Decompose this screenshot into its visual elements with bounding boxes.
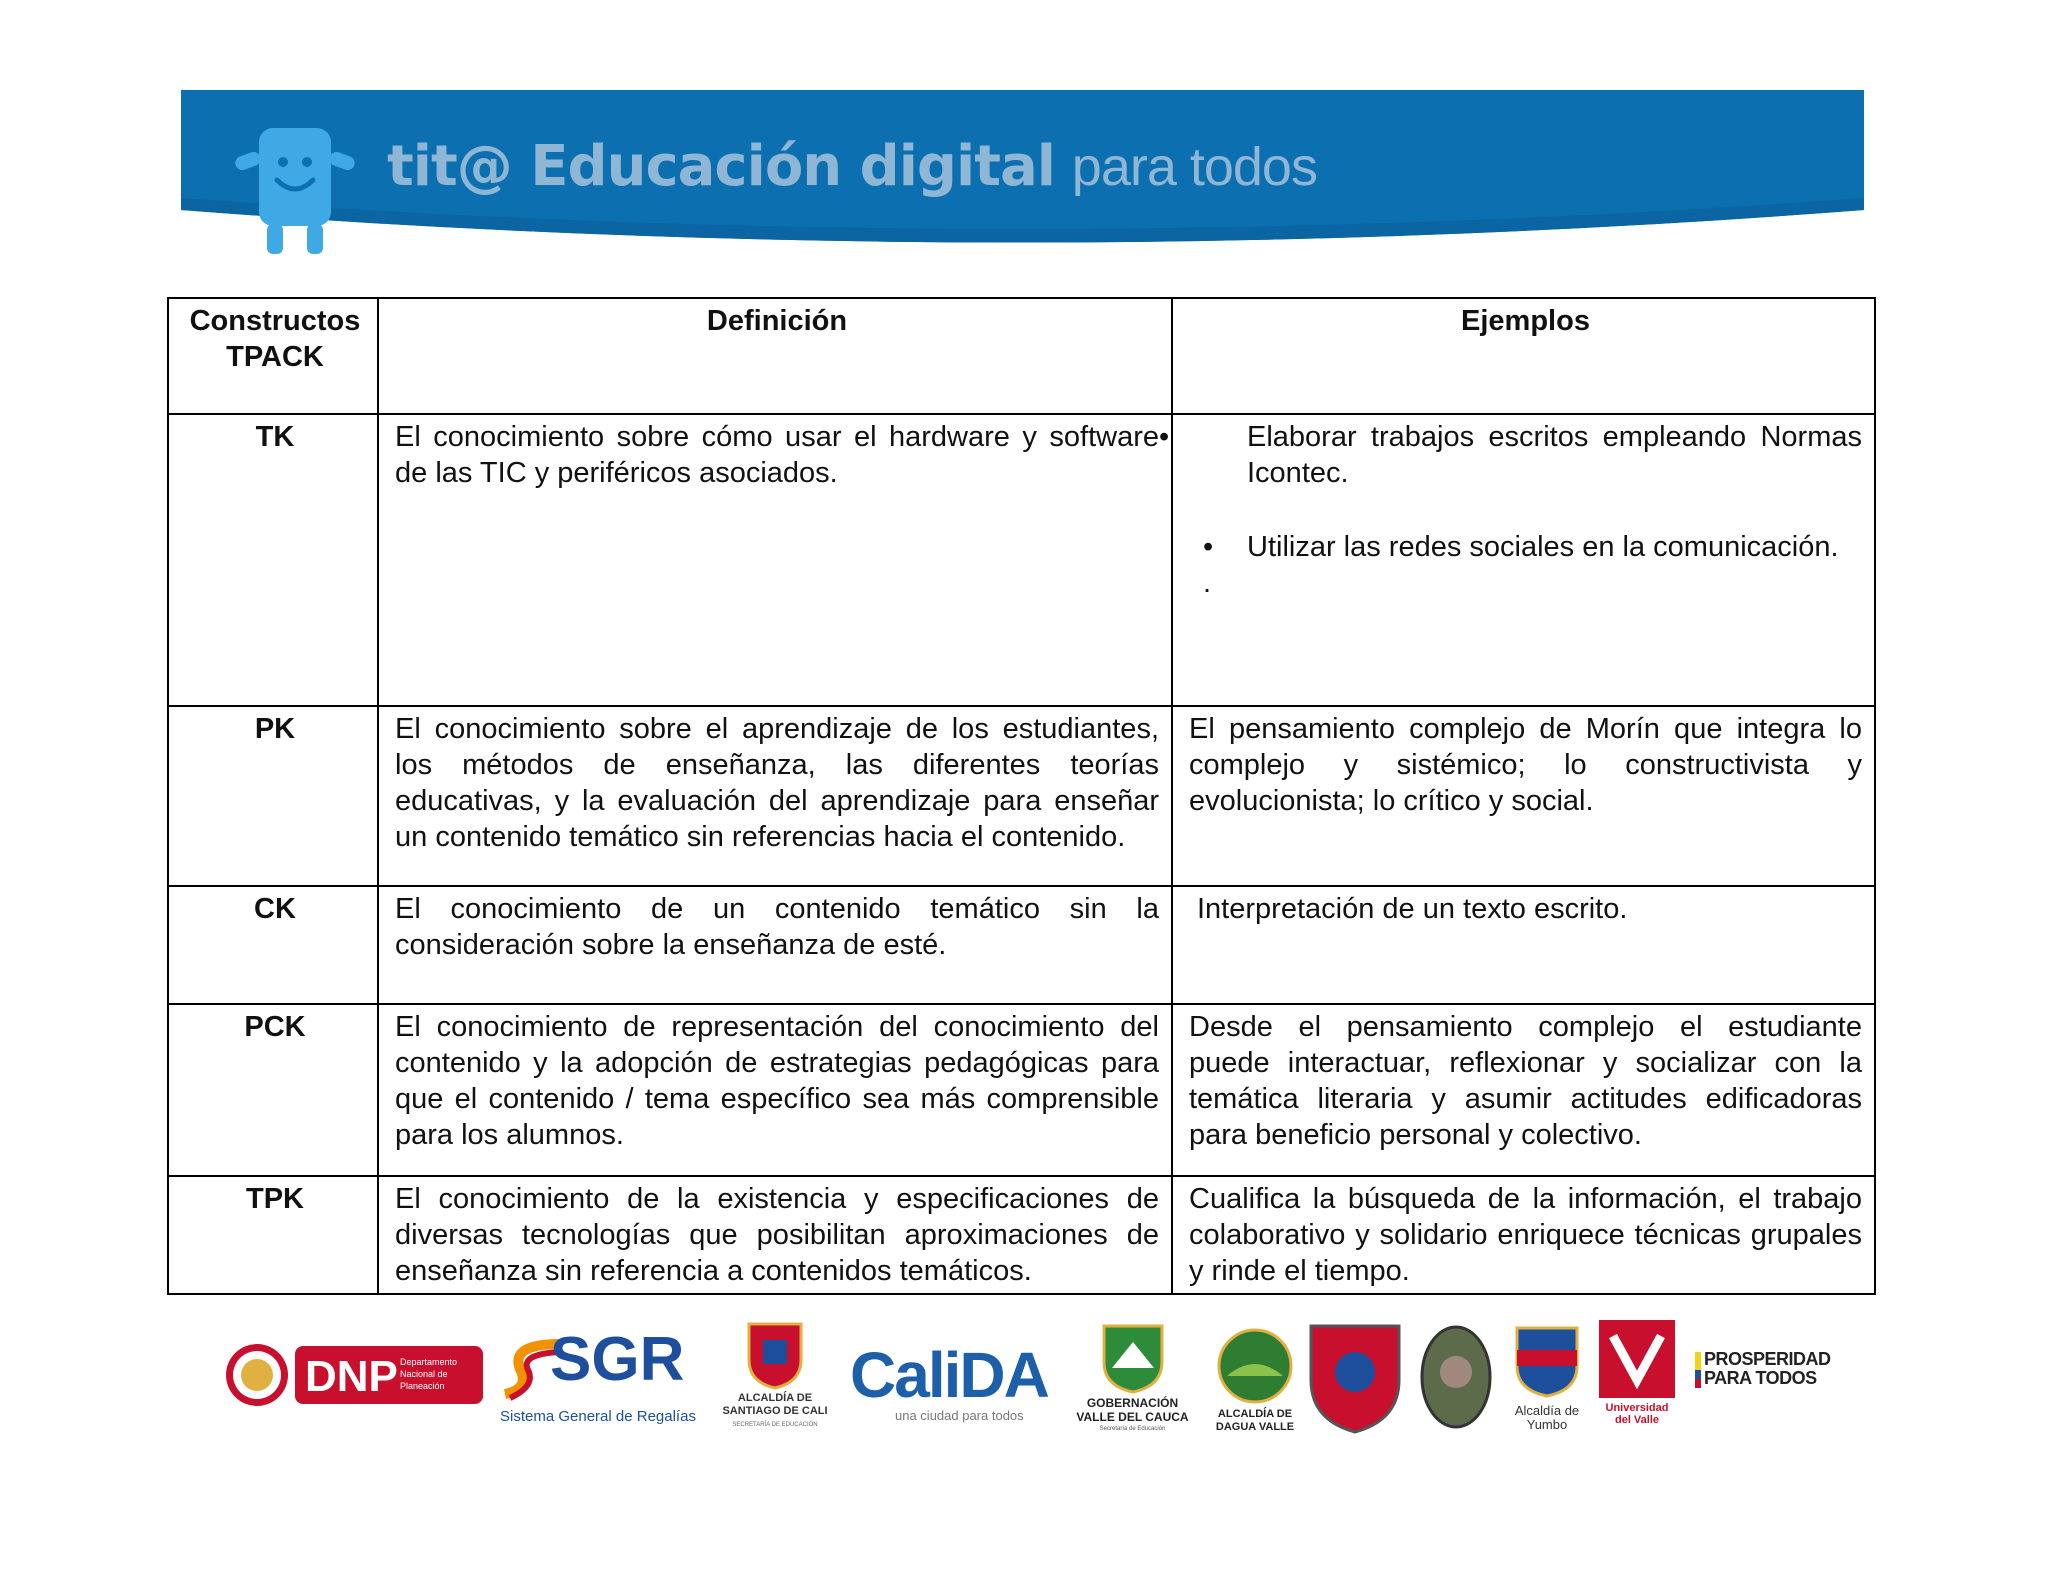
definition-cell: El conocimiento sobre el aprendizaje de los estudiantes, los métodos de enseñanza, las diferentes teorías educativas, y la evaluación del aprendizaje para enseñar un contenido temático sin referencias hacia el contenido. [378, 706, 1172, 886]
examples-cell: Cualifica la búsqueda de la información, el trabajo colaborativo y solidario enriquece técnicas grupales y rinde el tiempo. [1172, 1176, 1875, 1294]
table-row [168, 1004, 1875, 1176]
prosperidad-text: PROSPERIDAD PARA TODOS [1704, 1349, 1831, 1388]
header-examples: Ejemplos [1172, 298, 1875, 414]
example-item: • Utilizar las redes sociales en la comunicación. [1247, 529, 1862, 565]
examples-cell: El pensamiento complejo de Morín que integra lo complejo y sistémico; lo constructivista y evolucionista; lo crítico y social. [1172, 706, 1875, 886]
table-row [168, 886, 1875, 1004]
banner-brand [387, 134, 1317, 199]
construct-cell: TK [168, 414, 378, 706]
cali-shield-icon [745, 1320, 805, 1390]
yumbo-text: Alcaldía de Yumbo [1514, 1403, 1580, 1432]
valle-text: GOBERNACIÓN VALLE DEL CAUCA [1076, 1396, 1189, 1424]
mascot-icon [231, 120, 361, 280]
definition-cell: El conocimiento de la existencia y especificaciones de diversas tecnologías que posibilitan aproximaciones de enseñanza sin referencia a contenidos temáticos. [378, 1176, 1172, 1294]
example-item: • Elaborar trabajos escritos empleando Normas Icontec. [1203, 419, 1862, 491]
table-header-row [168, 298, 1875, 414]
valle-sub: Secretaría de Educación [1099, 1426, 1166, 1432]
examples-cell: Desde el pensamiento complejo el estudiante puede interactuar, reflexionar y socializar con la temática literaria y asumir actitudes edificadoras para beneficio personal y colectivo. [1172, 1004, 1875, 1176]
header-definition: Definición [378, 298, 1172, 414]
example-trailing-dot: . [1203, 567, 1212, 599]
table-row [168, 414, 1875, 706]
dnp-text: Departamento Nacional de Planeación [400, 1357, 458, 1391]
cali-sub: SECRETARÍA DE EDUCACIÓN [732, 1422, 818, 1428]
municipal-emblem-logo [1418, 1322, 1494, 1437]
tpack-table [167, 297, 1876, 1295]
brand-bold-text: tit@ Educación digital [387, 134, 1055, 199]
dnp-abbr: DNP [305, 1352, 398, 1401]
dnp-logo [225, 1340, 485, 1415]
calida-tagline: una ciudad para todos [895, 1408, 1024, 1423]
calida-name: CaliDA [850, 1339, 1048, 1411]
dagua-text: ALCALDÍA DE DAGUA VALLE [1215, 1408, 1295, 1433]
examples-cell: Interpretación de un texto escrito. [1172, 886, 1875, 1004]
municipal-seal-logo [1305, 1320, 1405, 1440]
examples-list [1203, 529, 1862, 565]
univalle-icon [1599, 1320, 1675, 1400]
definition-cell: El conocimiento de representación del conocimiento del contenido y la adopción de estrategias pedagógicas para que el contenido / tema específico sea más comprensible para los alumnos. [378, 1004, 1172, 1176]
definition-cell: El conocimiento sobre cómo usar el hardware y software de las TIC y periféricos asociados. [378, 414, 1172, 706]
sgr-text: Sistema General de Regalías [500, 1408, 696, 1425]
valle-shield-icon [1098, 1320, 1168, 1395]
colombia-flag-icon [1695, 1352, 1701, 1388]
examples-list [1203, 419, 1862, 491]
construct-cell: TPK [168, 1176, 378, 1294]
examples-cell [1172, 414, 1875, 706]
univalle-text: Universidad del Valle [1605, 1402, 1669, 1426]
construct-cell: CK [168, 886, 378, 1004]
sgr-abbr: SGR [550, 1325, 685, 1394]
table-row [168, 1176, 1875, 1294]
brand-light-text: para todos [1071, 137, 1317, 197]
construct-cell: PK [168, 706, 378, 886]
definition-cell: El conocimiento de un contenido temático sin la consideración sobre la enseñanza de esté. [378, 886, 1172, 1004]
construct-cell: PCK [168, 1004, 378, 1176]
header-banner [181, 90, 1864, 260]
cali-text: ALCALDÍA DE SANTIAGO DE CALI [722, 1392, 828, 1417]
sponsor-logos [225, 1320, 1845, 1440]
dagua-shield-icon [1215, 1326, 1295, 1406]
header-constructs: Constructos TPACK [168, 298, 378, 414]
table-row [168, 706, 1875, 886]
yumbo-shield-icon [1512, 1320, 1582, 1400]
